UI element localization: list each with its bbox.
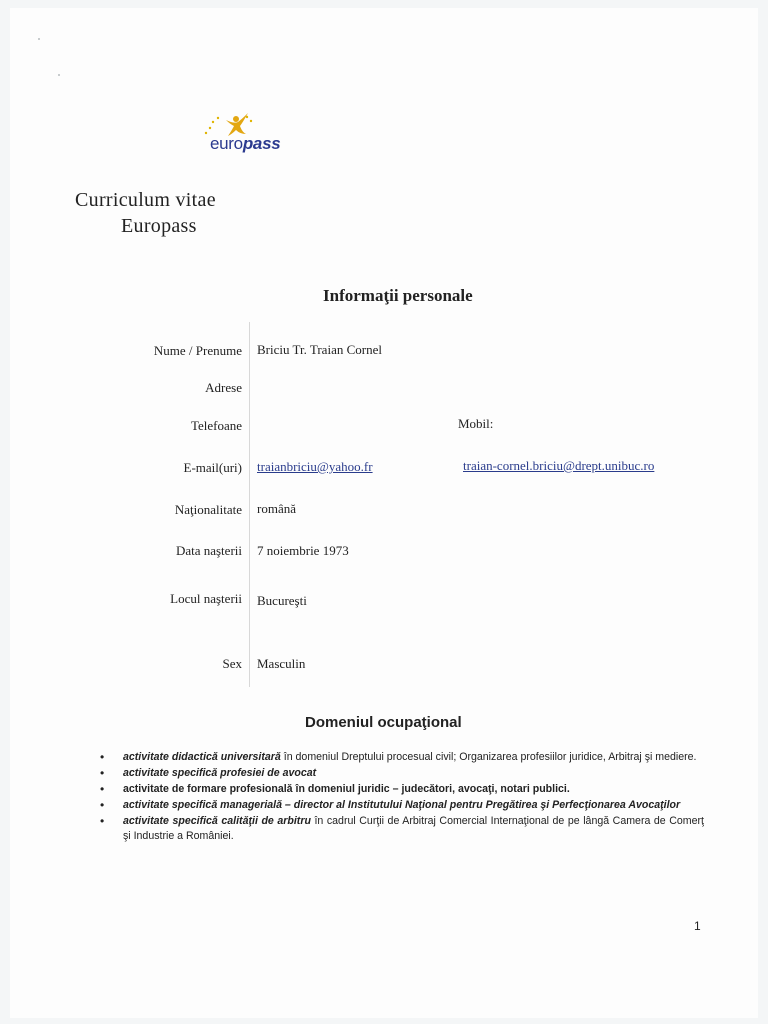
value-nationality: română <box>257 501 296 516</box>
label-nationality: Naţionalitate <box>174 502 242 517</box>
list-item <box>100 782 704 797</box>
list-item <box>100 814 704 844</box>
europass-logo <box>198 110 298 160</box>
list-item <box>100 798 704 813</box>
item-emphasis: activitate specifică managerială – director al Institutului Naţional pentru Pregătirea şi Perfecţionarea Avocaţilor <box>123 799 681 811</box>
item-emphasis: activitate specifică profesiei de avocat <box>123 767 317 779</box>
value-birth-date: 7 noiembrie 1973 <box>257 543 349 558</box>
logo-suffix: pass <box>242 134 281 153</box>
label-phones: Telefoane <box>190 418 242 433</box>
value-birth-place: Bucureşti <box>257 593 307 608</box>
email-link-secondary[interactable]: traian-cornel.briciu@drept.unibuc.ro <box>463 458 655 473</box>
email-link-primary[interactable]: traianbriciu@yahoo.fr <box>257 459 373 474</box>
item-emphasis: activitate specifică calităţii de arbitru <box>123 815 311 827</box>
logo-prefix: euro <box>210 134 243 153</box>
scan-speck <box>38 38 40 40</box>
item-strong: activitate de formare profesională în domeniul juridic – judecători, avocaţi, notari publici. <box>123 783 570 795</box>
document-title <box>75 187 216 239</box>
label-address: Adrese <box>205 380 242 395</box>
page-number: 1 <box>694 919 701 933</box>
list-item <box>100 750 704 765</box>
label-mobile: Mobil: <box>458 416 494 431</box>
item-text: în cadrul Curţii de Arbitraj Comercial Internaţional de pe lângă Camera de Comerţ şi Industrie a României. <box>123 815 704 842</box>
title-line-1: Curriculum vitae <box>75 189 216 211</box>
value-sex: Masculin <box>257 656 306 671</box>
label-email: E-mail(uri) <box>183 460 242 475</box>
scan-speck <box>58 74 60 76</box>
label-value-divider <box>249 322 250 687</box>
occupational-heading: Domeniul ocupaţional <box>305 714 462 731</box>
document-page <box>10 8 758 1018</box>
label-birth-place: Locul naşterii <box>170 591 242 606</box>
list-item <box>100 766 704 781</box>
label-name: Nume / Prenume <box>153 343 242 358</box>
item-emphasis: activitate didactică universitară <box>123 751 281 763</box>
label-birth-date: Data naşterii <box>175 543 242 558</box>
label-sex: Sex <box>222 656 242 671</box>
title-line-2: Europass <box>121 215 197 237</box>
europass-wordmark <box>210 134 280 154</box>
value-name: Briciu Tr. Traian Cornel <box>257 342 382 357</box>
personal-info-heading: Informaţii personale <box>323 286 473 305</box>
occupational-list <box>100 750 704 845</box>
item-text: în domeniul Dreptului procesual civil; Organizarea profesiilor juridice, Arbitraj şi mediere. <box>280 751 697 763</box>
